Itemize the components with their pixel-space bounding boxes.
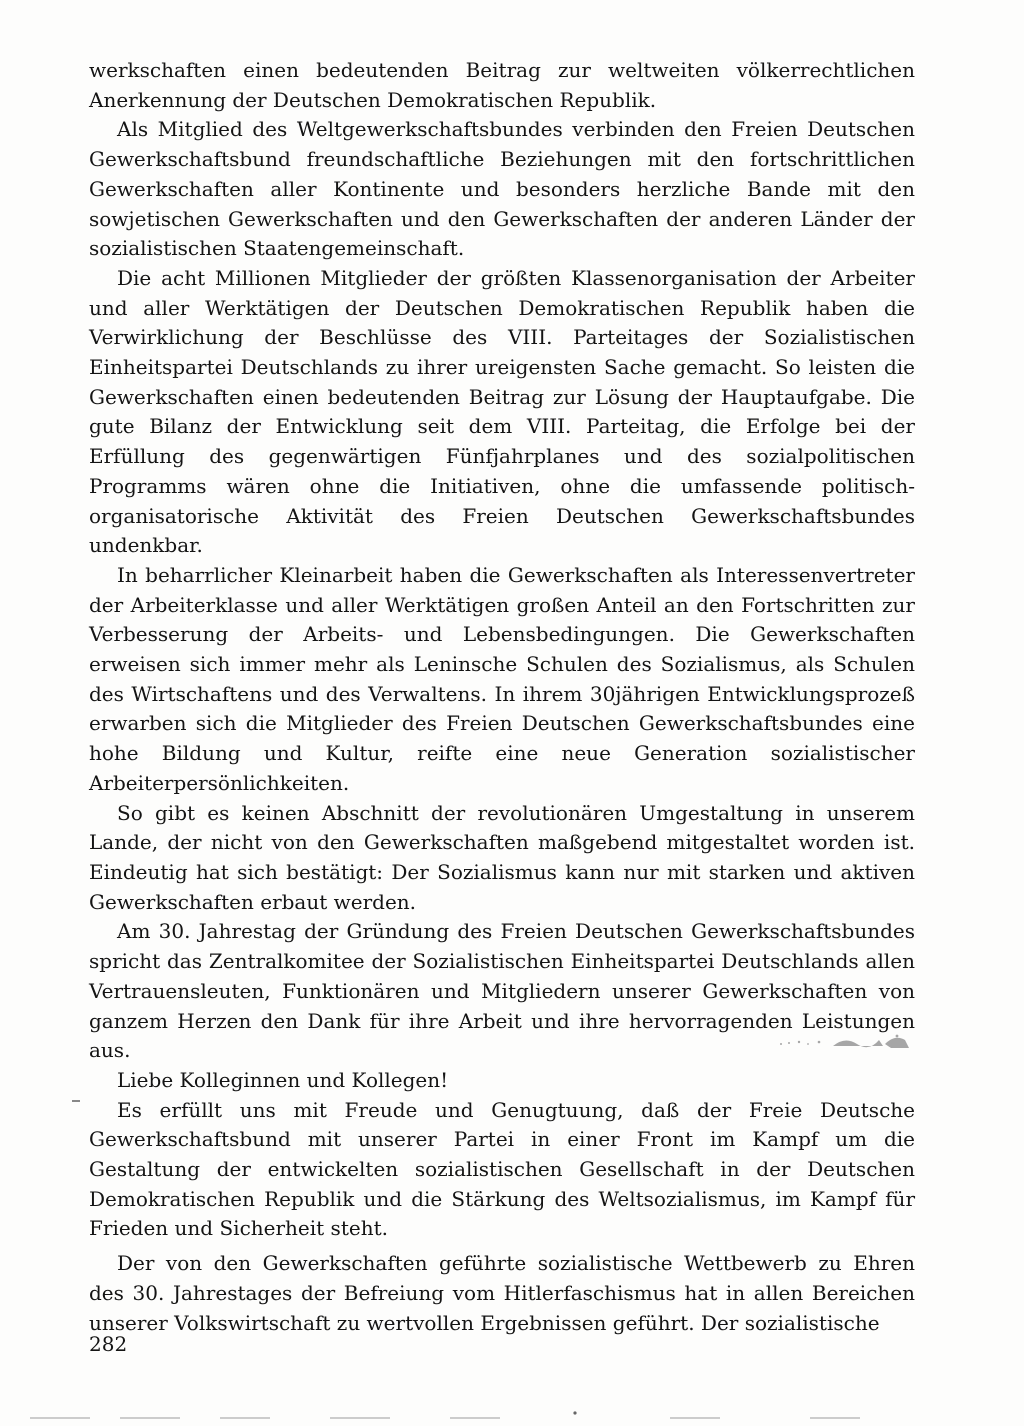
stray-mark [72, 1100, 80, 1102]
scan-smudge [775, 1030, 913, 1054]
scan-edge-marks [30, 1410, 990, 1422]
page-number: 282 [89, 1332, 128, 1356]
salutation: Liebe Kolleginnen und Kollegen! [117, 1067, 449, 1092]
paragraph-3: Die acht Millionen Mitglieder der größten Klassenorganisation der Arbeiter und aller Werktätigen der Deutschen Demokratischen Republik haben die Verwirklichung der Beschlüsse des VIII. Parteitages der Sozialistischen Einheitspartei Deutschlands zu ihrer ureigensten Sache gemacht. So leisten die Gewerkschaften einen bedeutenden Beitrag zur Lösung der Hauptaufgabe. Die gute Bilanz der Entwicklung seit dem VIII. Parteitag, die Erfolge bei der Erfüllung des gegenwärtigen Fünfjahrplanes und des sozialpolitischen Programms wären ohne die Initiativen, ohne die umfassende politisch-organisatorische Aktivität des Freien Deutschen Gewerkschaftsbundes undenkbar. [89, 265, 915, 558]
paragraph-6: Am 30. Jahrestag der Gründung des Freien Deutschen Gewerkschaftsbundes spricht das Zentralkomitee der Sozialistischen Einheitspartei Deutschlands allen Vertrauensleuten, Funktionären und Mitgliedern unserer Gewerkschaften von ganzem Herzen den Dank für ihre Arbeit und ihre hervorragenden Leistungen aus. [89, 919, 915, 1063]
paragraph-7: Es erfüllt uns mit Freude und Genugtuung, daß der Freie Deutsche Gewerkschaftsbund mit unserer Partei in einer Front im Kampf um die Gestaltung der entwickelten sozialistischen Gesellschaft in der Deutschen Demokratischen Republik und die Stärkung des Weltsozialismus, im Kampf für Frieden und Sicherheit steht. [89, 1097, 915, 1241]
paragraph-8: Der von den Gewerkschaften geführte sozialistische Wettbewerb zu Ehren des 30. Jahrestages der Befreiung vom Hitlerfaschismus hat in allen Bereichen unserer Volkswirtschaft zu wertvollen Ergebnissen geführt. Der sozialistische [89, 1251, 915, 1335]
paragraph-5: So gibt es keinen Abschnitt der revolutionären Umgestaltung in unserem Lande, der nicht von den Gewerkschaften maßgebend mitgestaltet worden ist. Eindeutig hat sich bestätigt: Der Sozialismus kann nur mit starken und aktiven Gewerkschaften erbaut werden. [89, 800, 915, 914]
paragraph-2: Als Mitglied des Weltgewerkschaftsbundes verbinden den Freien Deutschen Gewerkschaftsbund freundschaftliche Beziehungen mit den fortschrittlichen Gewerkschaften aller Kontinente und besonders herzliche Bande mit den sowjetischen Gewerkschaften und den Gewerkschaften der anderen Länder der sozialistischen Staatengemeinschaft. [89, 117, 915, 261]
paragraph-1: werkschaften einen bedeutenden Beitrag zur weltweiten völkerrechtlichen Anerkennung der Deutschen Demokratischen Republik. [89, 58, 915, 112]
body-text [89, 56, 915, 1338]
paragraph-4: In beharrlicher Kleinarbeit haben die Gewerkschaften als Interessenvertreter der Arbeiterklasse und aller Werktätigen großen Anteil an den Fortschritten zur Verbesserung der Arbeits- und Lebensbedingungen. Die Gewerkschaften erweisen sich immer mehr als Leninsche Schulen des Sozialismus, als Schulen des Wirtschaftens und des Verwaltens. In ihrem 30jährigen Entwicklungsprozeß erwarben sich die Mitglieder des Freien Deutschen Gewerkschaftsbundes eine hohe Bildung und Kultur, reifte eine neue Generation sozialistischer Arbeiterpersönlichkeiten. [89, 562, 915, 795]
